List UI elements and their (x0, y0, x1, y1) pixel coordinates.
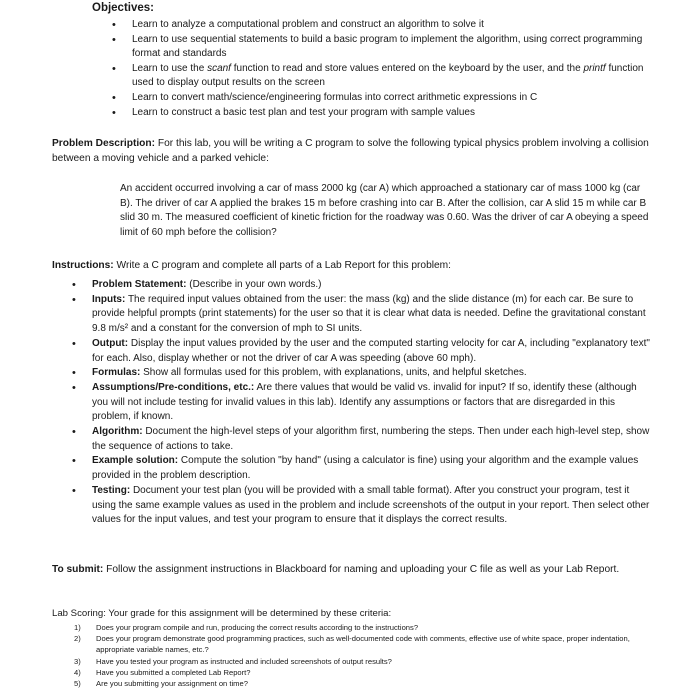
list-item: • Learn to use sequential statements to build a basic program to implement the algorithm, using correct programming format and standards (112, 33, 643, 60)
problem-description (52, 136, 652, 166)
bullet-icon: • (72, 484, 76, 497)
bullet-icon: • (112, 62, 116, 75)
problem-text: For this lab, you will be writing a C program to solve the following typical physics problem involving a collision between a moving vehicle and a parked vehicle: (52, 138, 649, 164)
bullet-icon: • (72, 426, 76, 439)
list-item: • Problem Statement: (Describe in your own words.) (72, 279, 322, 291)
bullet-icon: • (112, 19, 116, 31)
list-item: • Example solution: Compute the solution "by hand" (using a calculator is fine) using your algorithm and the example values provided in the problem description. (72, 455, 639, 482)
bullet-icon: • (72, 455, 76, 468)
list-item: • Algorithm: Document the high-level steps of your algorithm first, numbering the steps. Then under each high-level step, show the sequence of actions to take. (72, 426, 650, 452)
list-item: 4) Have you submitted a completed Lab Report? (74, 667, 251, 677)
bullet-icon: • (72, 279, 76, 291)
bullet-icon: • (72, 293, 76, 306)
scoring-intro (52, 606, 652, 621)
list-item: • Inputs: The required input values obtained from the user: the mass (kg) and the slide distance (m) for each car. Be sure to provide helpful prompts (print statements) for the user so that it is clear what data is needed. Define the gravitational constant 9.8 m/s² and a constant for the conversion of mph to SI units. (72, 293, 646, 335)
problem-label: Problem Description: (52, 138, 156, 149)
bullet-icon: • (112, 33, 116, 46)
bullet-icon: • (112, 91, 116, 104)
objectives-heading: Objectives: (92, 2, 154, 14)
scoring-label: Lab Scoring: (52, 608, 106, 619)
scoring-criteria-list (74, 622, 654, 689)
list-item: • Learn to analyze a computational problem and construct an algorithm to solve it (112, 19, 484, 31)
instructions-label: Instructions: (52, 260, 114, 271)
submit-label: To submit: (52, 564, 104, 575)
bullet-icon: • (112, 106, 116, 119)
list-item: 2) Does your program demonstrate good programming practices, such as well-documented code with comments, effective use of white space, proper indentation, appropriate variable names, etc.? (74, 634, 630, 655)
list-item: 5) Are you submitting your assignment on time? (74, 679, 248, 689)
submit-text: Follow the assignment instructions in Blackboard for naming and uploading your C file as well as your Lab Report. (106, 564, 620, 575)
bullet-icon: • (72, 337, 76, 350)
instructions-list (72, 278, 650, 528)
list-item: 1) Does your program compile and run, producing the correct results according to the instructions? (74, 623, 419, 632)
list-item: • Learn to use the scanf function to read and store values entered on the keyboard by the user, and the printf function used to display output results on the screen (112, 62, 644, 89)
list-item: 3) Have you tested your program as instructed and included screenshots of output results? (74, 656, 392, 666)
instructions-text: Write a C program and complete all parts of a Lab Report for this problem: (116, 260, 452, 271)
submit-section (52, 562, 652, 577)
list-item: • Learn to construct a basic test plan and test your program with sample values (112, 106, 475, 119)
list-item: • Formulas: Show all formulas used for this problem, with explanations, units, and helpful sketches. (72, 367, 527, 380)
instructions-intro (52, 258, 652, 273)
list-item: • Testing: Document your test plan (you will be provided with a small table format). After you construct your program, test it using the same example values as used in the problem and include screenshots of the output in your report. Then select other values for the input values, and test your program to ensure that it displays the correct results. (72, 484, 650, 526)
scenario-text: An accident occurred involving a car of mass 2000 kg (car A) which approached a stationary car of mass 1000 kg (car B). The driver of car A applied the brakes 15 m before crashing into car B. After the collision, car A slid 15 m while car B slid 30 m. The measured coefficient of kinetic friction for the roadway was 0.60. Was the driver of car A obeying a speed limit of 60 mph before the collision? (120, 183, 649, 238)
list-item: • Assumptions/Pre-conditions, etc.: Are there values that would be valid vs. invalid for input? If so, identify these (although you will not include testing for invalid values in this lab). Identify any assumptions or factors that are disregarded in this problem, if known. (72, 381, 637, 423)
bullet-icon: • (72, 381, 76, 394)
objectives-list (112, 18, 652, 120)
bullet-icon: • (72, 367, 76, 380)
list-item: • Learn to convert math/science/engineering formulas into correct arithmetic expressions in C (112, 91, 538, 104)
scoring-text: Your grade for this assignment will be determined by these criteria: (108, 608, 392, 619)
list-item: • Output: Display the input values provided by the user and the computed starting velocity for car A, including "explanatory text" for each. Also, display whether or not the driver of car A was speeding (above 60 mph). (72, 337, 650, 364)
